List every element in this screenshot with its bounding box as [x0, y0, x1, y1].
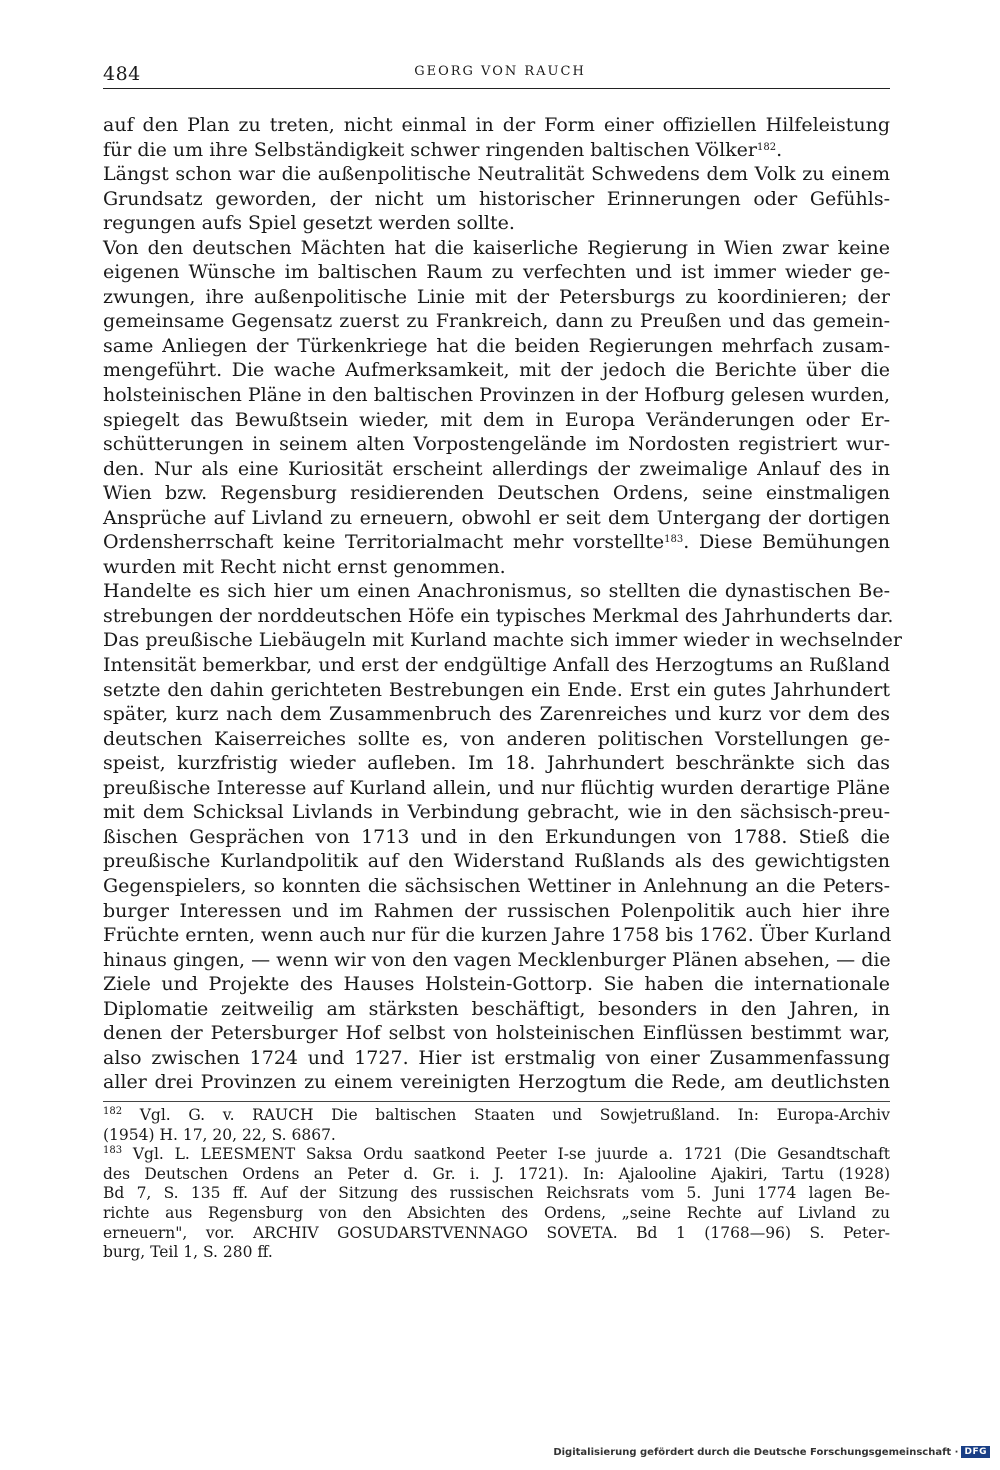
body-line: den. Nur als eine Kuriosität erscheint allerdings der zweimalige Anlauf des in	[103, 457, 890, 480]
body-line: Gegenspielers, so konnten die sächsischen Wettiner in Anlehnung an die Peters-	[103, 874, 890, 897]
body-line: wurden mit Recht nicht ernst genommen.	[103, 555, 506, 578]
footnote-line: Bd 7, S. 135 ff. Auf der Sitzung des russischen Reichsrats vom 5. Juni 1774 lagen Be-	[103, 1184, 890, 1203]
body-line: hinaus gingen, — wenn wir von den vagen Mecklenburger Plänen absehen, — die	[103, 948, 891, 971]
body-line	[103, 530, 890, 555]
body-line: Grundsatz geworden, der nicht um historischer Erinnerungen oder Gefühls-	[103, 187, 890, 210]
footnote-line: erneuern", vor. ARCHIV GOSUDARSTVENNAGO SOVETA. Bd 1 (1768—96) S. Peter-	[103, 1223, 890, 1242]
body-line: mengeführt. Die wache Aufmerksamkeit, mit der jedoch die Berichte über die	[103, 359, 890, 382]
body-line: Ansprüche auf Livland zu erneuern, obwohl er seit dem Untergang der dortigen	[103, 506, 890, 529]
dfg-logo: DFG	[961, 1446, 990, 1458]
body-line: auf den Plan zu treten, nicht einmal in der Form einer offiziellen Hilfeleistung	[103, 114, 890, 136]
body-line: deutschen Kaiserreiches sollte es, von anderen politischen Vorstellungen ge-	[103, 727, 890, 750]
footnote-line	[103, 1145, 890, 1165]
footnote-line: des Deutschen Ordens an Peter d. Gr. i. J. 1721). In: Ajalooline Ajakiri, Tartu (1928)	[103, 1164, 890, 1183]
body-line	[103, 138, 890, 163]
page-number: 484	[103, 63, 141, 85]
body-line: preußische Interesse auf Kurland allein, und nur flüchtig wurden derartige Pläne	[103, 776, 890, 799]
body-line: Intensität bemerkbar, und erst der endgültige Anfall des Herzogtums an Rußland	[103, 654, 890, 677]
footnotes	[103, 1106, 890, 1263]
footnote-line	[103, 1106, 890, 1126]
header-rule	[103, 88, 890, 89]
body-line: schütterungen in seinem alten Vorpostengelände im Nordosten registriert wur-	[103, 433, 890, 456]
digitization-credit	[553, 1446, 990, 1458]
body-line: setzte den dahin gerichteten Bestrebungen ein Ende. Erst ein gutes Jahrhundert	[103, 678, 890, 701]
footnote-reference: 182	[757, 141, 777, 153]
credit-text: Digitalisierung gefördert durch die Deutsche Forschungsgemeinschaft ·	[553, 1446, 959, 1458]
body-line: regungen aufs Spiel gesetzt werden sollte.	[103, 212, 515, 235]
line-tail: .	[776, 138, 783, 161]
footnote-text: Vgl. L. LEESMENT Saksa Ordu saatkond Peeter I-se juurde a. 1721 (Die Gesandtschaft	[122, 1145, 890, 1164]
line-text: für die um ihre Selbständigkeit schwer ringenden baltischen Völker	[103, 138, 757, 161]
body-text	[103, 113, 902, 1095]
footnote-marker: 182	[103, 1106, 123, 1117]
line-text: Ordensherrschaft keine Territorialmacht mehr vorstellte	[103, 531, 665, 554]
line-tail: . Diese Bemühungen	[683, 531, 890, 554]
body-line: Von den deutschen Mächten hat die kaiserliche Regierung in Wien zwar keine	[103, 236, 890, 259]
body-line: Das preußische Liebäugeln mit Kurland machte sich immer wieder in wechselnder	[103, 629, 902, 652]
body-line: Ziele und Projekte des Hauses Holstein-Gottorp. Sie haben die internationale	[103, 973, 890, 996]
body-line: denen der Petersburger Hof selbst von holsteinischen Einflüssen bestimmt war,	[103, 1022, 890, 1045]
body-line: Früchte ernten, wenn auch nur für die kurzen Jahre 1758 bis 1762. Über Kurland	[103, 924, 892, 947]
body-line: Handelte es sich hier um einen Anachronismus, so stellten die dynastischen Be-	[103, 580, 890, 603]
body-line: zwungen, ihre außenpolitische Linie mit der Petersburgs zu koordinieren; der	[103, 285, 890, 308]
body-line: Wien bzw. Regensburg residierenden Deutschen Ordens, seine einstmaligen	[103, 482, 890, 505]
running-head: GEORG VON RAUCH	[414, 64, 586, 79]
body-line: mit dem Schicksal Livlands in Verbindung gebracht, wie in den sächsisch-preu-	[103, 801, 890, 824]
body-line: strebungen der norddeutschen Höfe ein typisches Merkmal des Jahrhunderts dar.	[103, 604, 894, 627]
footnote-marker: 183	[103, 1145, 123, 1157]
body-line: später, kurz nach dem Zusammenbruch des Zarenreiches und kurz vor dem des	[103, 703, 890, 726]
footnote-reference: 183	[664, 534, 684, 546]
footnote-line: (1954) H. 17, 20, 22, S. 6867.	[103, 1125, 336, 1144]
body-line: gemeinsame Gegensatz zuerst zu Frankreich, dann zu Preußen und das gemein-	[103, 310, 890, 333]
body-line: also zwischen 1724 und 1727. Hier ist erstmalig von einer Zusammenfassung	[103, 1046, 890, 1069]
body-line: preußische Kurlandpolitik auf den Widerstand Rußlands als des gewichtigsten	[103, 850, 890, 873]
footnote-line: richte aus Regensburg von den Absichten des Ordens, „seine Rechte auf Livland zu	[103, 1203, 890, 1222]
body-line: holsteinischen Pläne in den baltischen Provinzen in der Hofburg gelesen wurden,	[103, 384, 890, 407]
body-line: eigenen Wünsche im baltischen Raum zu verfechten und ist immer wieder ge-	[103, 261, 890, 284]
body-line: spiegelt das Bewußtsein wieder, mit dem in Europa Veränderungen oder Er-	[103, 408, 890, 431]
body-line: same Anliegen der Türkenkriege hat die beiden Regierungen mehrfach zusam-	[103, 334, 890, 357]
footnote-line: burg, Teil 1, S. 280 ff.	[103, 1243, 273, 1262]
body-line: ßischen Gesprächen von 1713 und in den Erkundungen von 1788. Stieß die	[103, 825, 890, 848]
body-line: speist, kurzfristig wieder aufleben. Im 18. Jahrhundert beschränkte sich das	[103, 752, 890, 775]
body-line: aller drei Provinzen zu einem vereinigten Herzogtum die Rede, am deutlichsten	[103, 1071, 890, 1094]
body-line: Längst schon war die außenpolitische Neutralität Schwedens dem Volk zu einem	[103, 163, 890, 186]
footnote-text: Vgl. G. v. RAUCH Die baltischen Staaten und Sowjetrußland. In: Europa-Archiv	[122, 1106, 890, 1124]
footnote-rule	[103, 1101, 890, 1102]
body-line: Diplomatie zeitweilig am stärksten beschäftigt, besonders in den Jahren, in	[103, 997, 890, 1020]
body-line: burger Interessen und im Rahmen der russischen Polenpolitik auch hier ihre	[103, 899, 890, 922]
